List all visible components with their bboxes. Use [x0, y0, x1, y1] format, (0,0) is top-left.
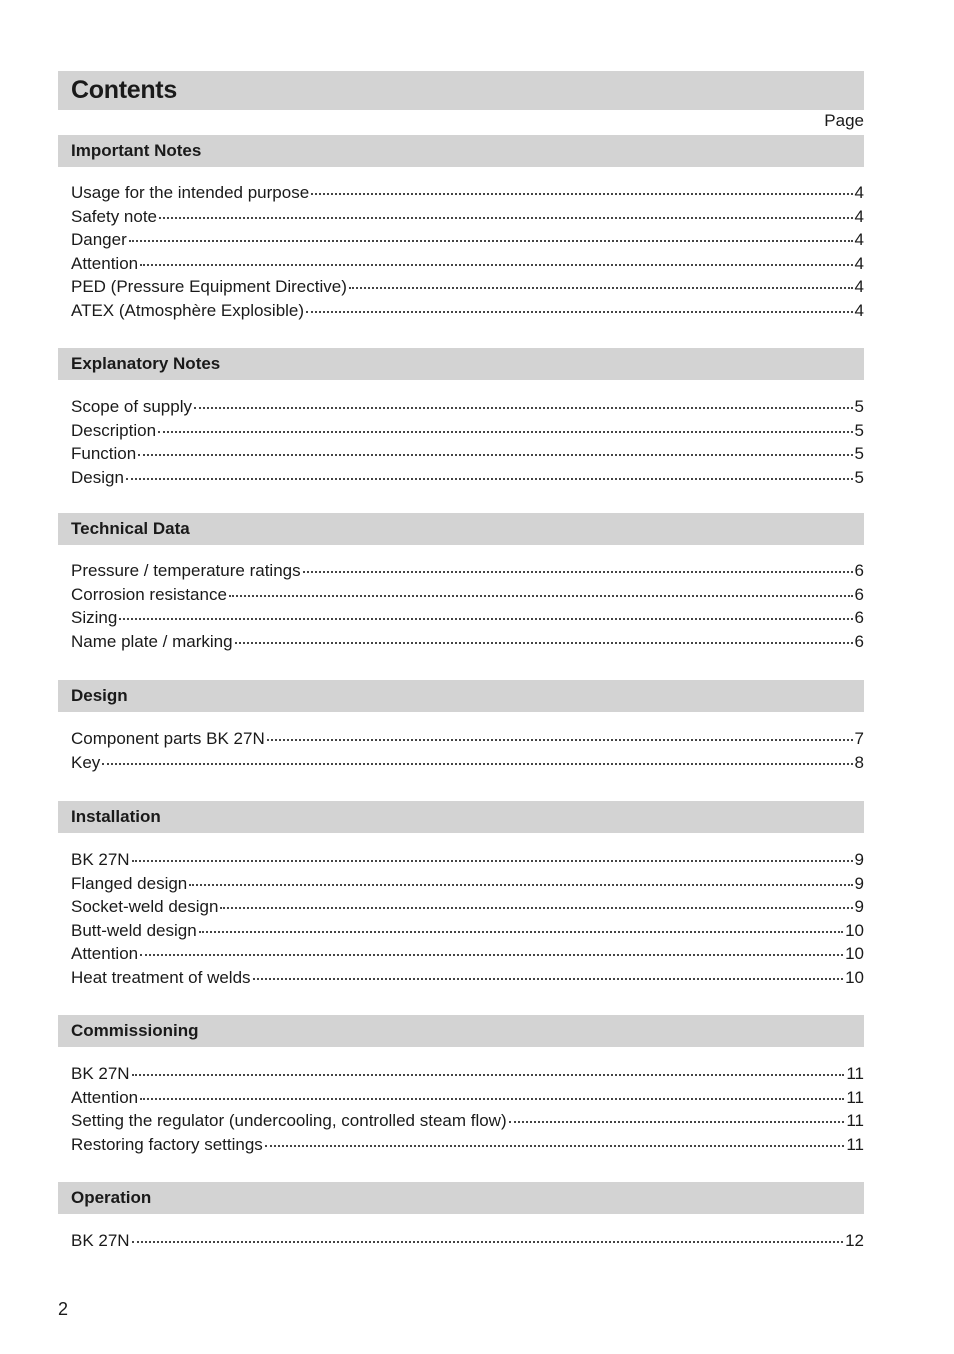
section-header	[58, 801, 864, 833]
toc-entry-label: Setting the regulator (undercooling, controlled steam flow)	[71, 1111, 507, 1130]
toc-entry[interactable]	[71, 1109, 864, 1133]
toc-entry-label: Description	[71, 420, 157, 440]
section-header	[58, 513, 864, 545]
toc-entry[interactable]	[71, 848, 864, 872]
section-heading: Commissioning	[71, 1021, 199, 1040]
dot-leader	[132, 860, 853, 862]
toc-entry-label: BK 27N	[71, 1064, 130, 1083]
toc-entry[interactable]	[71, 1086, 864, 1110]
toc-entry[interactable]	[71, 228, 864, 252]
dot-leader	[311, 193, 852, 195]
toc-entry-label: BK 27N	[71, 1231, 130, 1250]
toc-entry[interactable]	[71, 181, 864, 205]
toc-entry-list	[71, 181, 864, 322]
toc-entry[interactable]	[71, 275, 864, 299]
toc-entry-page: 9	[854, 897, 864, 916]
dot-leader	[265, 1145, 845, 1147]
toc-entry[interactable]	[71, 966, 864, 990]
toc-entry-label: Danger	[71, 230, 127, 249]
toc-entry[interactable]	[71, 1133, 864, 1157]
toc-entry[interactable]	[71, 727, 864, 751]
toc-entry[interactable]	[71, 942, 864, 966]
dot-leader	[140, 954, 843, 956]
toc-entry-label: Restoring factory settings	[71, 1134, 263, 1154]
toc-entry-list	[71, 1062, 864, 1156]
toc-entry-label: Socket-weld design	[71, 897, 219, 916]
page-column-label: Page	[824, 111, 864, 130]
toc-entry-label: Design	[71, 467, 124, 487]
section-header	[58, 680, 864, 712]
toc-entry-page: 4	[854, 230, 864, 249]
section-heading: Explanatory Notes	[71, 354, 221, 373]
dot-leader	[199, 931, 843, 933]
dot-leader	[267, 739, 853, 741]
toc-entry-label: Corrosion resistance	[71, 584, 227, 604]
dot-leader	[132, 1074, 845, 1076]
toc-entry-list	[71, 848, 864, 989]
section-header	[58, 348, 864, 380]
toc-entry-page: 6	[854, 631, 864, 651]
dot-leader	[194, 407, 853, 409]
dot-leader	[159, 217, 853, 219]
dot-leader	[303, 571, 853, 573]
toc-entry-list	[71, 395, 864, 489]
toc-entry[interactable]	[71, 606, 864, 630]
page-title-bar	[58, 71, 864, 110]
toc-entry-page: 6	[854, 608, 864, 627]
dot-leader	[140, 264, 852, 266]
toc-entry-page: 9	[854, 850, 864, 869]
section-header	[58, 135, 864, 167]
toc-entry[interactable]	[71, 419, 864, 443]
toc-entry-page: 8	[854, 752, 864, 772]
dot-leader	[253, 978, 844, 980]
dot-leader	[235, 642, 853, 644]
toc-entry-page: 5	[854, 467, 864, 487]
toc-entry[interactable]	[71, 252, 864, 276]
toc-entry[interactable]	[71, 1229, 864, 1253]
toc-entry-page: 12	[845, 1231, 864, 1250]
toc-entry[interactable]	[71, 919, 864, 943]
toc-entry-page: 4	[854, 253, 864, 273]
section-heading: Operation	[71, 1188, 152, 1207]
toc-entry-page: 5	[854, 420, 864, 440]
dot-leader	[119, 618, 852, 620]
toc-entry-page: 5	[854, 444, 864, 463]
toc-entry-page: 9	[854, 873, 864, 893]
toc-entry-label: BK 27N	[71, 850, 130, 869]
toc-entry-list	[71, 559, 864, 653]
toc-entry-page: 5	[854, 397, 864, 416]
toc-entry-label: Scope of supply	[71, 397, 192, 416]
toc-entry-label: Safety note	[71, 206, 158, 226]
toc-entry-page: 11	[846, 1134, 864, 1154]
dot-leader	[349, 287, 853, 289]
dot-leader	[189, 884, 852, 886]
footer-page-number: 2	[58, 1299, 69, 1319]
toc-entry-list	[71, 1229, 864, 1253]
dot-leader	[132, 1241, 843, 1243]
toc-entry-page: 4	[854, 206, 864, 226]
toc-entry-page: 10	[845, 944, 864, 963]
toc-entry-label: Pressure / temperature ratings	[71, 561, 301, 580]
toc-entry-label: Attention	[71, 1087, 139, 1107]
toc-entry[interactable]	[71, 895, 864, 919]
section-heading: Important Notes	[71, 141, 202, 160]
toc-entry-page: 6	[854, 561, 864, 580]
toc-entry-page: 6	[854, 584, 864, 604]
dot-leader	[126, 478, 853, 480]
toc-entry[interactable]	[71, 299, 864, 323]
toc-entry[interactable]	[71, 1062, 864, 1086]
toc-entry[interactable]	[71, 872, 864, 896]
toc-entry-page: 10	[845, 967, 864, 987]
toc-entry-label: Sizing	[71, 608, 118, 627]
toc-entry-page: 7	[854, 729, 864, 748]
toc-entry[interactable]	[71, 442, 864, 466]
toc-entry-label: Function	[71, 444, 137, 463]
toc-entry-label: Key	[71, 752, 101, 772]
section-header	[58, 1015, 864, 1047]
dot-leader	[129, 240, 853, 242]
toc-entry[interactable]	[71, 630, 864, 654]
toc-entry[interactable]	[71, 751, 864, 775]
toc-entry-label: Butt-weld design	[71, 920, 197, 940]
toc-entry[interactable]	[71, 395, 864, 419]
dot-leader	[138, 454, 852, 456]
toc-entry-label: Attention	[71, 253, 139, 273]
dot-leader	[140, 1098, 844, 1100]
toc-entry-label: Flanged design	[71, 873, 188, 893]
toc-entry[interactable]	[71, 205, 864, 229]
dot-leader	[102, 763, 852, 765]
toc-entry-page: 4	[854, 300, 864, 320]
toc-entry-label: Heat treatment of welds	[71, 967, 251, 987]
toc-entry-page: 11	[846, 1087, 864, 1107]
page-title: Contents	[71, 76, 177, 104]
dot-leader	[306, 311, 852, 313]
section-header	[58, 1182, 864, 1214]
dot-leader	[220, 907, 852, 909]
dot-leader	[229, 595, 853, 597]
toc-entry-page: 4	[854, 277, 864, 296]
toc-entry-label: PED (Pressure Equipment Directive)	[71, 277, 347, 296]
toc-entry-label: Component parts BK 27N	[71, 729, 265, 748]
toc-entry-label: ATEX (Atmosphère Explosible)	[71, 300, 305, 320]
toc-entry-page: 11	[846, 1111, 864, 1130]
toc-entry[interactable]	[71, 583, 864, 607]
toc-entry-list	[71, 727, 864, 774]
toc-entry-label: Name plate / marking	[71, 631, 233, 651]
dot-leader	[509, 1121, 845, 1123]
toc-entry[interactable]	[71, 559, 864, 583]
dot-leader	[158, 431, 852, 433]
section-heading: Technical Data	[71, 519, 190, 538]
toc-entry[interactable]	[71, 466, 864, 490]
toc-entry-label: Usage for the intended purpose	[71, 183, 310, 202]
toc-entry-label: Attention	[71, 944, 139, 963]
section-heading: Design	[71, 686, 128, 705]
section-heading: Installation	[71, 807, 161, 826]
toc-entry-page: 11	[846, 1064, 864, 1083]
toc-entry-page: 4	[854, 183, 864, 202]
toc-entry-page: 10	[845, 920, 864, 940]
